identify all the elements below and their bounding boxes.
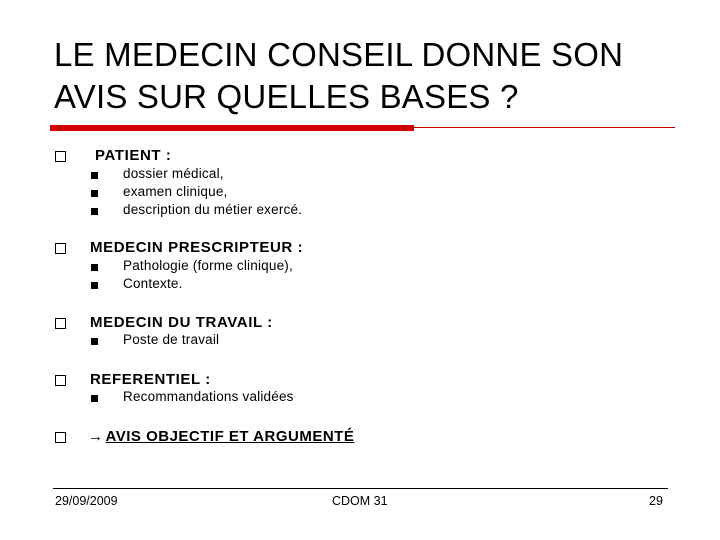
footer-date: 29/09/2009: [55, 494, 118, 508]
section-heading-patient: PATIENT :: [95, 147, 172, 164]
title-underline-thick: [50, 125, 414, 131]
hollow-square-bullet-icon: [55, 432, 66, 443]
list-item: examen clinique,: [123, 184, 228, 199]
title-underline-thin: [414, 127, 675, 128]
filled-square-bullet-icon: [91, 172, 98, 179]
footer-divider: [53, 488, 668, 489]
hollow-square-bullet-icon: [55, 318, 66, 329]
list-item: Poste de travail: [123, 332, 220, 347]
slide-title: LE MEDECIN CONSEIL DONNE SON AVIS SUR QUELLES BASES ?: [54, 36, 624, 115]
list-item: Recommandations validées: [123, 389, 294, 404]
list-item: description du métier exercé.: [123, 202, 303, 217]
filled-square-bullet-icon: [91, 282, 98, 289]
section-heading-referentiel: REFERENTIEL :: [90, 371, 211, 388]
right-arrow-icon: →: [88, 428, 104, 445]
section-heading-prescripteur: MEDECIN PRESCRIPTEUR :: [90, 239, 304, 256]
section-heading-medecin-du-travail: MEDECIN DU TRAVAIL :: [90, 314, 273, 331]
hollow-square-bullet-icon: [55, 151, 66, 162]
filled-square-bullet-icon: [91, 395, 98, 402]
list-item: Pathologie (forme clinique),: [123, 258, 293, 273]
list-item: Contexte.: [123, 276, 183, 291]
filled-square-bullet-icon: [91, 208, 98, 215]
footer-center: CDOM 31: [332, 494, 388, 508]
page-number: 29: [649, 494, 663, 508]
list-item: dossier médical,: [123, 166, 224, 181]
conclusion: [88, 428, 354, 445]
conclusion-text: AVIS OBJECTIF ET ARGUMENTÉ: [105, 428, 355, 445]
filled-square-bullet-icon: [91, 338, 98, 345]
hollow-square-bullet-icon: [55, 243, 66, 254]
hollow-square-bullet-icon: [55, 375, 66, 386]
filled-square-bullet-icon: [91, 264, 98, 271]
filled-square-bullet-icon: [91, 190, 98, 197]
